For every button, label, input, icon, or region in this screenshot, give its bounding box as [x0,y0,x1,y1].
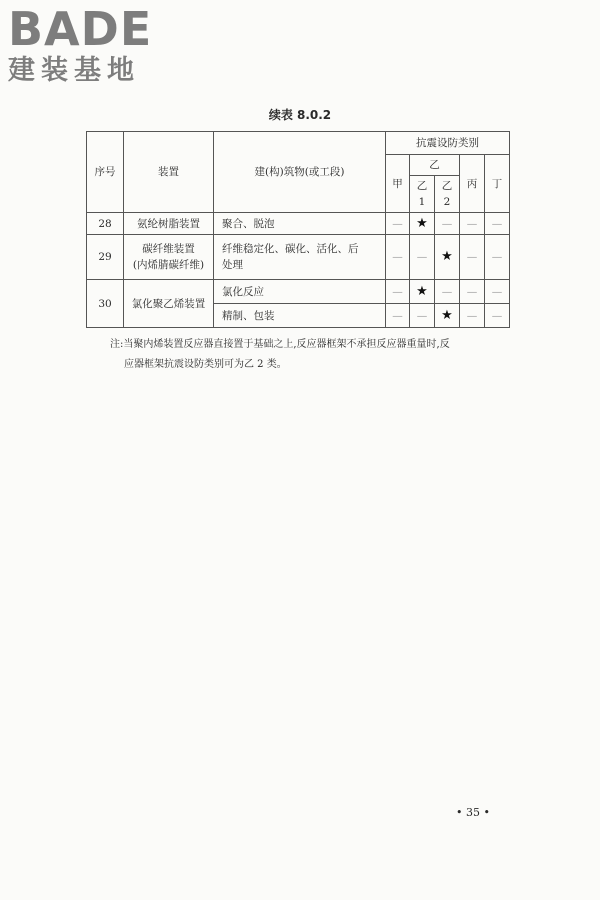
bade-logo [8,4,178,88]
row-no: 29 [87,235,124,280]
cell-yi2: — [435,213,460,235]
cell-jia: — [386,304,410,328]
cell-yi2: — [435,280,460,304]
cell-yi2: ★ [435,304,460,328]
header-jia: 甲 [386,155,410,213]
cell-bing: — [460,280,485,304]
header-yi2: 乙 2 [435,176,460,213]
header-yi1: 乙 1 [410,176,435,213]
header-building: 建(构)筑物(或工段) [214,132,386,213]
header-yi: 乙 [410,155,460,176]
cell-bing: — [460,235,485,280]
row-device-line1: 碳纤维装置 [142,243,195,255]
row-device: 氨纶树脂装置 [124,213,214,235]
table-note [110,335,530,375]
cell-ding: — [485,213,510,235]
cell-yi1: — [410,304,435,328]
cell-ding: — [485,235,510,280]
header-category: 抗震设防类别 [386,132,510,155]
row-building-line1: 纤维稳定化、碳化、活化、后 [222,243,359,255]
row-device: 氯化聚乙烯装置 [124,280,214,328]
row-building: 氯化反应 [214,280,386,304]
row-building: 聚合、脱泡 [214,213,386,235]
row-device-line2: (内烯腈碳纤维) [132,259,205,271]
cell-yi1: ★ [410,280,435,304]
cell-jia: — [386,213,410,235]
row-device [124,235,214,280]
table-row [87,213,510,235]
row-building: 精制、包装 [214,304,386,328]
note-line2: 应器框架抗震设防类别可为乙 2 类。 [124,359,287,370]
cell-bing: — [460,213,485,235]
row-no: 28 [87,213,124,235]
header-device: 装置 [124,132,214,213]
logo-word: BADE [8,2,153,56]
header-no: 序号 [87,132,124,213]
header-ding: 丁 [485,155,510,213]
header-row [87,132,510,155]
table-row [87,235,510,280]
row-building-line2: 处理 [222,259,243,271]
header-bing: 丙 [460,155,485,213]
cell-bing: — [460,304,485,328]
seismic-category-table [86,131,510,328]
cell-ding: — [485,280,510,304]
cell-jia: — [386,280,410,304]
cell-yi1: ★ [410,213,435,235]
cell-ding: — [485,304,510,328]
cell-yi1: — [410,235,435,280]
cell-jia: — [386,235,410,280]
note-line1: 注:当聚内烯装置反应器直接置于基础之上,反应器框架不承担反应器重量时,反 [110,339,450,350]
table-title: 续表 8.0.2 [268,108,332,122]
logo-subtitle: 建装基地 [8,55,140,86]
cell-yi2: ★ [435,235,460,280]
row-building [214,235,386,280]
page-number: • 35 • [456,806,490,819]
row-no: 30 [87,280,124,328]
table-row [87,280,510,304]
